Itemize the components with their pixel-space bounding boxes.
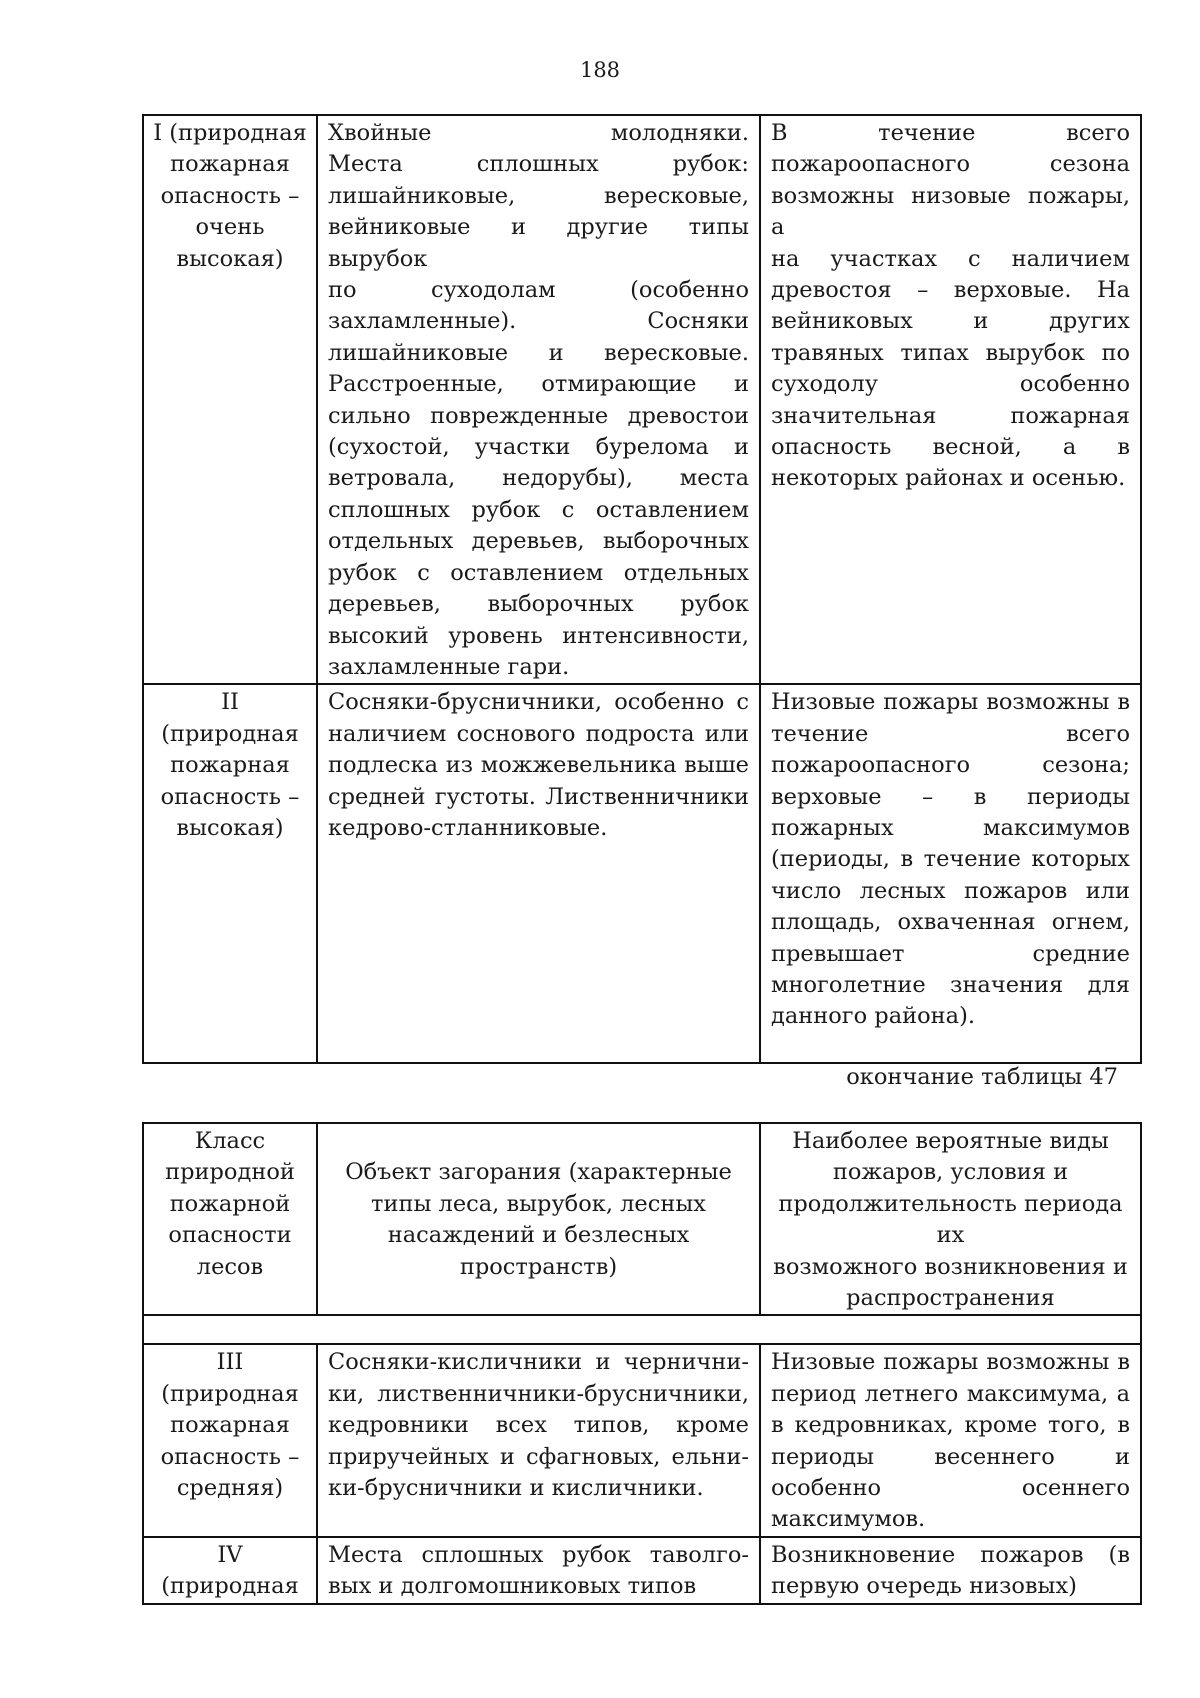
- cell-line: превышает средние: [771, 940, 1130, 967]
- cell-line: кедрово-стланниковые.: [328, 814, 608, 841]
- cell-line: по суходолам (особенно: [328, 277, 749, 304]
- table-row: [143, 684, 1141, 1063]
- cell-line: площадь, охваченная огнем,: [771, 909, 1130, 936]
- cell-line: Расстроенные, отмирающие и: [328, 371, 749, 398]
- cell-line: очень: [195, 214, 265, 241]
- cell-line: периоды весеннего и: [771, 1443, 1130, 1470]
- cell-line: Хвойные молодняки.: [328, 120, 749, 146]
- cell-line: (сухостой, участки бурелома и: [328, 434, 749, 461]
- cell-line: средней густоты. Лиственничники: [328, 783, 749, 810]
- cell-line: пожарной: [169, 1190, 291, 1217]
- fires-cell: [760, 115, 1141, 684]
- cell-line: Сосняки-брусничники, особенно с: [328, 689, 749, 716]
- fires-cell: [760, 1344, 1141, 1536]
- cell-line: Места сплошных рубок таволго-: [328, 1541, 749, 1568]
- cell-line: кедровники всех типов, кроме: [328, 1412, 749, 1439]
- cell-line: ветровала, недорубы), места: [328, 465, 749, 492]
- cell-line: опасность –: [160, 783, 300, 810]
- cell-line: высокая): [176, 245, 284, 272]
- cell-line: наличием соснового подроста или: [328, 720, 749, 747]
- cell-line: лишайниковые и вересковые.: [328, 339, 749, 366]
- cell-line: сильно поврежденные древостои: [328, 402, 749, 429]
- cell-line: пожарных максимумов: [771, 814, 1130, 841]
- cell-line: высокий уровень интенсивности,: [328, 622, 749, 649]
- cell-line: Низовые пожары возможны в: [771, 1349, 1130, 1376]
- object-cell: [317, 1344, 760, 1536]
- cell-line: природной: [165, 1159, 295, 1186]
- cell-line: лишайниковые, вересковые,: [328, 182, 749, 209]
- cell-line: (периоды, в течение которых: [771, 846, 1130, 873]
- cell-line: пожарная: [170, 752, 290, 779]
- cell-line: Возникновение пожаров (в: [771, 1541, 1130, 1568]
- cell-line: ки-брусничники и кисличники.: [328, 1475, 704, 1502]
- cell-line: Места сплошных рубок:: [328, 151, 749, 178]
- cell-line: I (природная: [153, 120, 307, 146]
- cell-line: распространения: [846, 1285, 1055, 1312]
- cell-line: опасность весной, а в: [771, 434, 1130, 461]
- cell-line: число лесных пожаров или: [771, 877, 1130, 904]
- cell-line: пожароопасного сезона;: [771, 752, 1130, 779]
- class-cell: [143, 115, 317, 684]
- table-caption: окончание таблицы 47: [846, 1064, 1118, 1090]
- cell-line: пространств): [459, 1253, 618, 1280]
- cell-line: рубок с оставлением отдельных: [328, 559, 749, 586]
- cell-line: захламленные гари.: [328, 653, 570, 680]
- fire-danger-table-end: [142, 1122, 1142, 1605]
- fires-cell: [760, 684, 1141, 1063]
- cell-line: значительная пожарная: [771, 402, 1130, 429]
- cell-line: Сосняки-кисличники и чернични-: [328, 1349, 749, 1376]
- cell-line: Класс: [194, 1128, 266, 1154]
- cell-line: III: [216, 1349, 244, 1376]
- fires-cell: [760, 1537, 1141, 1604]
- cell-line: пожаров, условия и: [832, 1159, 1069, 1186]
- cell-line: вейниковые и другие типы вырубок: [328, 214, 749, 272]
- table-empty-row: [143, 1315, 1141, 1344]
- cell-line: пожарная: [170, 1412, 290, 1439]
- cell-line: (природная: [161, 1380, 299, 1407]
- cell-line: вейниковых и других: [771, 308, 1130, 335]
- cell-line: опасность –: [160, 182, 300, 209]
- cell-line: вых и долгомошниковых типов: [328, 1573, 697, 1600]
- header-fires: [760, 1123, 1141, 1315]
- cell-line: период летнего максимума, а: [771, 1380, 1130, 1407]
- cell-line: сплошных рубок с оставлением: [328, 496, 749, 523]
- cell-line: IV: [217, 1541, 243, 1568]
- cell-line: некоторых районах и осенью.: [771, 465, 1126, 492]
- cell-line: продолжительность периода их: [778, 1190, 1123, 1249]
- cell-line: особенно осеннего: [771, 1475, 1130, 1502]
- table-header-row: [143, 1123, 1141, 1315]
- class-cell: [143, 1344, 317, 1536]
- cell-line: многолетние значения для: [771, 971, 1130, 998]
- fire-danger-table-continued: [142, 114, 1142, 1064]
- table-row: [143, 115, 1141, 684]
- cell-line: верховые – в периоды: [771, 783, 1130, 810]
- cell-line: на участках с наличием: [771, 245, 1130, 272]
- cell-line: возможны низовые пожары, а: [771, 182, 1130, 241]
- cell-line: захламленные). Сосняки: [328, 308, 749, 335]
- class-cell: [143, 1537, 317, 1604]
- object-cell: [317, 1537, 760, 1604]
- cell-line: деревьев, выборочных рубок: [328, 591, 749, 618]
- cell-line: II: [221, 689, 239, 716]
- cell-line: древостоя – верховые. На: [771, 277, 1130, 304]
- cell-line: типы леса, вырубок, лесных: [371, 1190, 706, 1217]
- cell-line: данного района).: [771, 1003, 975, 1030]
- cell-line: лесов: [196, 1253, 264, 1280]
- table-row: [143, 1537, 1141, 1604]
- cell-line: пожарная: [170, 151, 290, 178]
- cell-line: отдельных деревьев, выборочных: [328, 528, 749, 555]
- cell-line: приручейных и сфагновых, ельни-: [328, 1443, 749, 1470]
- cell-line: ки, лиственничники-брусничники,: [328, 1380, 749, 1407]
- class-cell: [143, 684, 317, 1063]
- header-class: [143, 1123, 317, 1315]
- cell-line: Объект загорания (характерные: [345, 1159, 732, 1186]
- cell-line: опасность –: [160, 1443, 300, 1470]
- cell-line: (природная: [161, 720, 299, 747]
- cell-line: (природная: [161, 1573, 299, 1600]
- cell-line: подлеска из можжевельника выше: [328, 752, 749, 779]
- header-object: [317, 1123, 760, 1315]
- cell-line: Низовые пожары возможны в: [771, 689, 1130, 716]
- empty-cell: [143, 1315, 1141, 1344]
- table-row: [143, 1344, 1141, 1536]
- cell-line: средняя): [176, 1475, 284, 1502]
- cell-line: пожароопасного сезона: [771, 151, 1130, 178]
- cell-line: в кедровниках, кроме того, в: [771, 1412, 1130, 1439]
- cell-line: насаждений и безлесных: [387, 1222, 690, 1249]
- object-cell: [317, 684, 760, 1063]
- cell-line: В течение всего: [771, 120, 1130, 146]
- cell-line: максимумов.: [771, 1506, 926, 1533]
- cell-line: травяных типах вырубок по: [771, 339, 1130, 366]
- cell-line: суходолу особенно: [771, 371, 1130, 398]
- cell-line: первую очередь низовых): [771, 1573, 1077, 1600]
- cell-line: течение всего: [771, 720, 1130, 747]
- page-number: 188: [579, 58, 621, 82]
- cell-line: возможного возникновения и: [773, 1253, 1128, 1280]
- object-cell: [317, 115, 760, 684]
- cell-line: Наиболее вероятные виды: [792, 1128, 1109, 1154]
- cell-line: высокая): [176, 814, 284, 841]
- cell-line: опасности: [168, 1222, 292, 1249]
